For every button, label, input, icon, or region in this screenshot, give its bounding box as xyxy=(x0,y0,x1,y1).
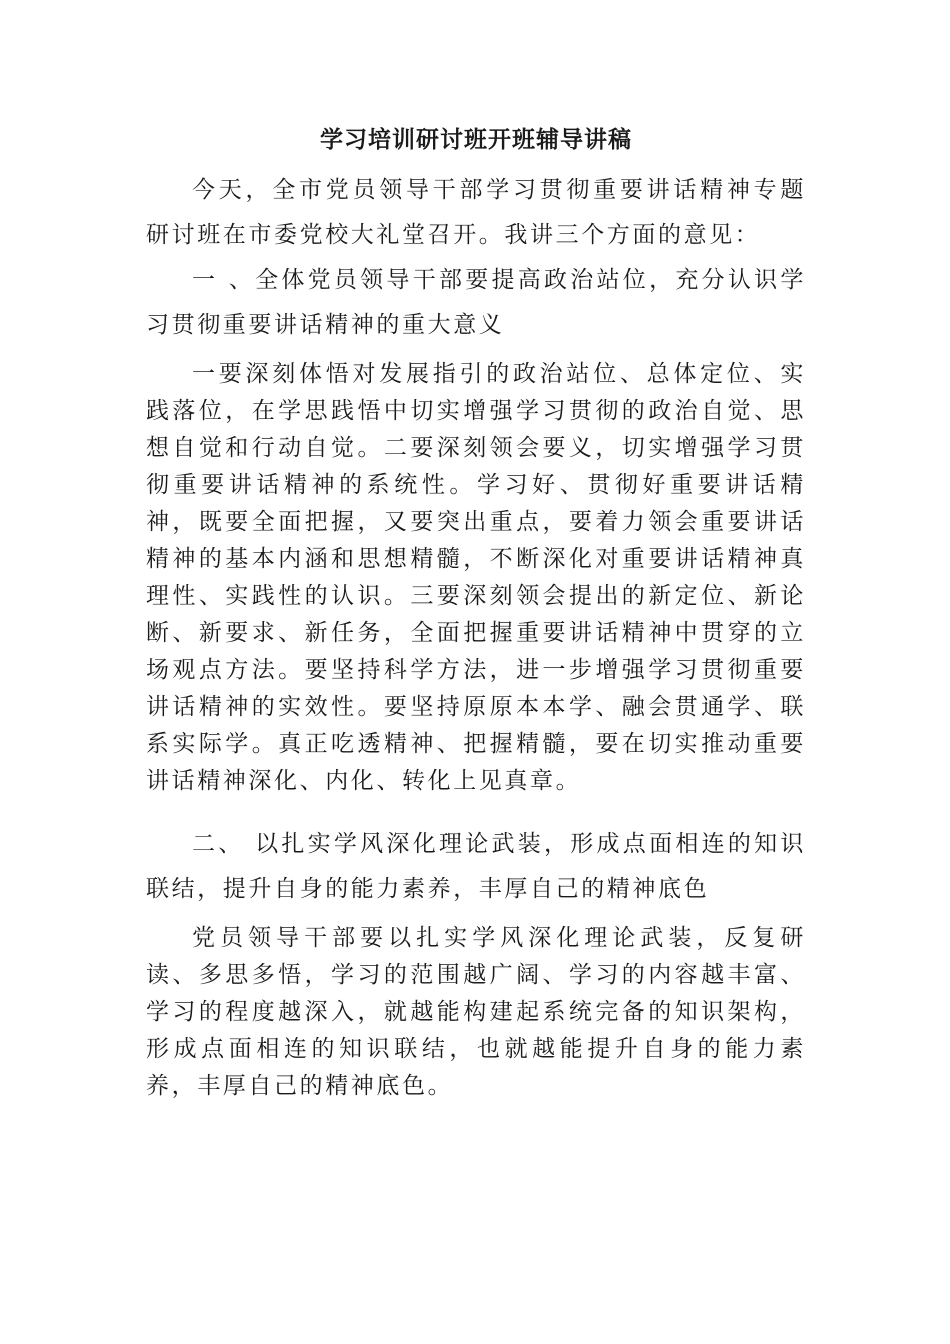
document-page xyxy=(146,118,806,1105)
body-paragraph-1: 一要深刻体悟对发展指引的政治站位、总体定位、实践落位，在学思践悟中切实增强学习贯彻的政治自觉、思想自觉和行动自觉。二要深刻领会要义，切实增强学习贯彻重要讲话精神的系统性。学习好、贯彻好重要讲话精神，既要全面把握，又要突出重点，要着力领会重要讲话精神的基本内涵和思想精髓，不断深化对重要讲话精神真理性、实践性的认识。三要深刻领会提出的新定位、新论断、新要求、新任务，全面把握重要讲话精神中贯穿的立场观点方法。要坚持科学方法，进一步增强学习贯彻重要讲话精神的实效性。要坚持原原本本学、融会贯通学、联系实际学。真正吃透精神、把握精髓，要在切实推动重要讲话精神深化、内化、转化上见真章。 xyxy=(146,361,806,794)
section-heading-1: 一 、全体党员领导干部要提高政治站位，充分认识学习贯彻重要讲话精神的重大意义 xyxy=(146,267,806,338)
section-heading-2: 二、 以扎实学风深化理论武装，形成点面相连的知识联结，提升自身的能力素养，丰厚自己的精神底色 xyxy=(146,831,806,902)
body-paragraph-2: 党员领导干部要以扎实学风深化理论武装，反复研读、多思多悟，学习的范围越广阔、学习的内容越丰富、学习的程度越深入，就越能构建起系统完备的知识架构，形成点面相连的知识联结，也就越能提升自身的能力素养，丰厚自己的精神底色。 xyxy=(146,925,806,1099)
intro-paragraph: 今天，全市党员领导干部学习贯彻重要讲话精神专题研讨班在市委党校大礼堂召开。我讲三个方面的意见： xyxy=(146,177,806,248)
document-title: 学习培训研讨班开班辅导讲稿 xyxy=(320,126,632,153)
